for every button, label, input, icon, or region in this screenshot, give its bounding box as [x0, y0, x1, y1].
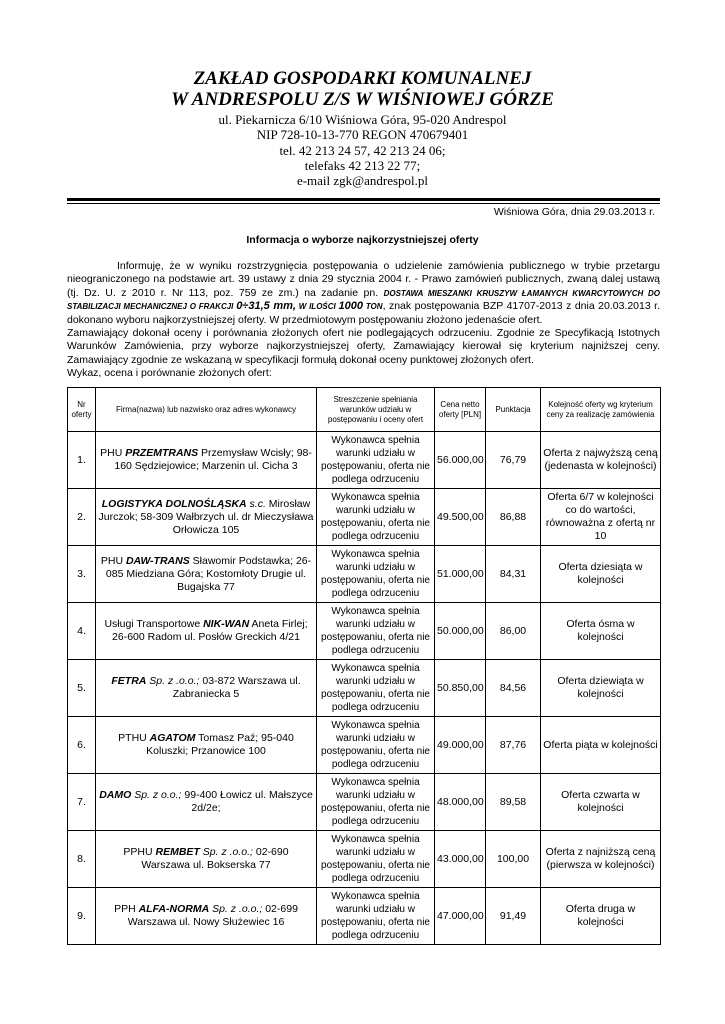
firm-suffix: s.c. [246, 497, 266, 510]
paragraph-text-end: , znak postępowania BZP 41707-2013 z dnia 20.03.2013 r. dokonano wyboru najkorzystniejszej oferty. W przedmiotowym postępowaniu złożono jedenaście ofert. [67, 300, 661, 326]
header-points: Punktacja [486, 388, 541, 432]
task-quantity-label: W ILOŚCI [295, 302, 339, 312]
firm-address: Sławomir Podstawka; 26-085 Miedziana Góra; Kostomłoty Drugie ul. Bugajska 77 [105, 554, 312, 593]
document-title: Informacja o wyborze najkorzystniejszej oferty [246, 234, 479, 246]
firm-address: 99-400 Łowicz ul. Małszyce 2d/2e; [181, 789, 313, 814]
offer-rank: Oferta piąta w kolejności [541, 717, 661, 774]
offer-summary: Wykonawca spełnia warunki udziału w postępowaniu, oferta nie podlega odrzuceniu [317, 831, 435, 888]
firm-suffix: Sp. z .o.o.; [209, 903, 263, 915]
offer-rank: Oferta dziesiąta w kolejności [541, 546, 661, 603]
offer-points: 76,79 [486, 432, 541, 489]
firm-name: DAMO [99, 789, 132, 801]
offer-points: 91,49 [486, 888, 541, 945]
table-header-row [68, 388, 661, 432]
header-rule-thick [67, 198, 660, 201]
company-name-line-2: W ANDRESPOLU Z/S W WIŚNIOWEJ GÓRZE [171, 89, 554, 110]
offer-summary: Wykonawca spełnia warunki udziału w postępowaniu, oferta nie podlega odrzuceniu [317, 546, 435, 603]
company-ids: NIP 728-10-13-770 REGON 470679401 [256, 127, 469, 142]
header-rank: Kolejność oferty wg kryterium ceny za realizację zamówienia [541, 388, 661, 432]
paragraph-list-intro: Wykaz, ocena i porównanie złożonych ofert: [67, 367, 272, 380]
firm-name: PRZEMTRANS [125, 447, 199, 459]
offer-firm [96, 660, 317, 717]
table-row [68, 603, 661, 660]
offer-price: 50.000,00 [435, 603, 486, 660]
header-rule-thin [67, 203, 660, 204]
offer-number: 5. [68, 660, 96, 717]
firm-suffix: Sp. z .o.o.; [199, 846, 253, 858]
offer-rank: Oferta 6/7 w kolejności co do wartości, równoważna z ofertą nr 10 [541, 489, 661, 546]
firm-name: ALFA-NORMA [138, 903, 210, 915]
offer-price: 43.000,00 [435, 831, 486, 888]
offer-firm [96, 774, 317, 831]
offer-summary: Wykonawca spełnia warunki udziału w postępowaniu, oferta nie podlega odrzuceniu [317, 489, 435, 546]
firm-name: NIK-WAN [203, 618, 250, 630]
offer-summary: Wykonawca spełnia warunki udziału w postępowaniu, oferta nie podlega odrzuceniu [317, 774, 435, 831]
firm-prefix: Usługi Transportowe [104, 618, 204, 630]
table-row [68, 546, 661, 603]
offer-price: 48.000,00 [435, 774, 486, 831]
paragraph-decision [67, 260, 660, 327]
firm-address: Aneta Firlej; 26-600 Radom ul. Posłów Greckich 4/21 [112, 618, 308, 643]
offer-price: 56.000,00 [435, 432, 486, 489]
offer-rank: Oferta ósma w kolejności [541, 603, 661, 660]
firm-prefix: PHU [100, 554, 126, 567]
task-unit: TON [363, 302, 383, 312]
firm-name: REMBET [155, 846, 200, 858]
firm-suffix: Sp. z o.o.; [131, 789, 182, 801]
firm-name: DAW-TRANS [125, 554, 190, 567]
offer-rank: Oferta z najniższą ceną (pierwsza w kolejności) [541, 831, 661, 888]
offer-price: 47.000,00 [435, 888, 486, 945]
firm-address: Tomasz Paź; 95-040 Koluszki; Przanowice 100 [146, 732, 294, 757]
offer-number: 4. [68, 603, 96, 660]
offer-price: 50.850,00 [435, 660, 486, 717]
offer-firm [96, 489, 317, 546]
offer-summary: Wykonawca spełnia warunki udziału w postępowaniu, oferta nie podlega odrzuceniu [317, 660, 435, 717]
document-date: Wiśniowa Góra, dnia 29.03.2013 r. [493, 206, 655, 218]
offer-rank: Oferta dziewiąta w kolejności [541, 660, 661, 717]
offer-price: 49.000,00 [435, 717, 486, 774]
firm-address: 02-699 Warszawa ul. Nowy Służewiec 16 [127, 903, 298, 928]
offer-rank: Oferta czwarta w kolejności [541, 774, 661, 831]
offer-points: 84,56 [486, 660, 541, 717]
company-email: e-mail zgk@andrespol.pl [296, 173, 429, 188]
offer-summary: Wykonawca spełnia warunki udziału w postępowaniu, oferta nie podlega odrzuceniu [317, 888, 435, 945]
table-row [68, 432, 661, 489]
paragraph-evaluation: Zamawiający dokonał oceny i porównania złożonych ofert nie podlegających odrzuceniu. Zgodnie ze Specyfikacją Istotnych Warunków Zamówienia, przy wyborze najkorzystniejszej oferty, Zamawiający kierował się kryterium najniższej ceny. Zamawiający zgodnie ze wskazaną w specyfikacji formułą dokonał oceny punktowej złożonych ofert. [67, 327, 660, 366]
offer-firm [96, 603, 317, 660]
table-row [68, 831, 661, 888]
table-row [68, 660, 661, 717]
offers-table [67, 387, 661, 945]
offer-firm [96, 546, 317, 603]
company-fax: telefaks 42 213 22 77; [304, 158, 421, 173]
offer-rank: Oferta druga w kolejności [541, 888, 661, 945]
firm-name: FETRA [111, 675, 147, 687]
table-row [68, 774, 661, 831]
offer-summary: Wykonawca spełnia warunki udziału w postępowaniu, oferta nie podlega odrzuceniu [317, 603, 435, 660]
header-summary: Streszczenie spełniania warunków udziału w postępowaniu i oceny ofert [317, 388, 435, 432]
offer-number: 2. [68, 489, 96, 546]
offer-firm [96, 831, 317, 888]
offer-number: 6. [68, 717, 96, 774]
offer-points: 100,00 [486, 831, 541, 888]
offer-points: 84,31 [486, 546, 541, 603]
task-quantity: 1000 [338, 300, 364, 313]
offer-number: 1. [68, 432, 96, 489]
table-row [68, 489, 661, 546]
firm-prefix: PPH [114, 903, 139, 915]
offer-points: 89,58 [486, 774, 541, 831]
offer-number: 9. [68, 888, 96, 945]
firm-prefix: PTHU [118, 732, 150, 744]
firm-prefix: PPHU [123, 846, 156, 858]
firm-suffix: Sp. z .o.o.; [146, 675, 200, 687]
offer-number: 7. [68, 774, 96, 831]
paragraph-text: Informuję, że w wyniku rozstrzygnięcia postępowania o udzielenie zamówienia publicznego w trybie przetargu nieograniczonego na podstawie art. 39 ustawy z dnia 29 stycznia 2004 r. - Prawo zamówień publicznych, zwaną dalej ustawą (tj. Dz. U. z 2010 r. Nr 113, poz. 759 ze zm.) na zadanie pn. [67, 260, 660, 299]
company-address: ul. Piekarnicza 6/10 Wiśniowa Góra, 95-020 Andrespol [218, 112, 507, 127]
offer-price: 51.000,00 [435, 546, 486, 603]
company-phone: tel. 42 213 24 57, 42 213 24 06; [279, 143, 446, 158]
offer-firm [96, 888, 317, 945]
firm-address: 03-872 Warszawa ul. Zabraniecka 5 [172, 675, 301, 700]
firm-name: LOGISTYKA DOLNOŚLĄSKA [101, 497, 247, 510]
offer-number: 3. [68, 546, 96, 603]
task-name: DOSTAWA MIESZANKI KRUSZYW ŁAMANYCH KWARCYTOWYCH DO STABILIZACJI MECHANICZNEJ O FRAKCJI [67, 288, 661, 312]
offer-points: 86,00 [486, 603, 541, 660]
header-firm: Firma(nazwa) lub nazwisko oraz adres wykonawcy [96, 388, 317, 432]
offer-rank: Oferta z najwyższą ceną (jedenasta w kolejności) [541, 432, 661, 489]
company-name-line-1: ZAKŁAD GOSPODARKI KOMUNALNEJ [193, 68, 532, 89]
document-body [67, 260, 660, 381]
firm-address: 02-690 Warszawa ul. Bokserska 77 [141, 846, 289, 871]
offer-points: 87,76 [486, 717, 541, 774]
table-row [68, 888, 661, 945]
firm-name: AGATOM [149, 732, 196, 744]
offer-summary: Wykonawca spełnia warunki udziału w postępowaniu, oferta nie podlega odrzuceniu [317, 432, 435, 489]
header-nr: Nr oferty [68, 388, 96, 432]
firm-address: Przemysław Wcisły; 98-160 Sędziejowice; Marzenin ul. Cicha 3 [114, 447, 312, 472]
firm-prefix: PHU [100, 447, 126, 459]
header-price: Cena netto oferty [PLN] [435, 388, 486, 432]
offer-points: 86,88 [486, 489, 541, 546]
offer-number: 8. [68, 831, 96, 888]
offer-firm [96, 717, 317, 774]
task-fraction: 0÷31,5 mm, [236, 300, 296, 313]
firm-address: Mirosław Jurczok; 58-309 Wałbrzych ul. dr Mieczysława Orłowicza 105 [98, 497, 314, 536]
table-row [68, 717, 661, 774]
offer-summary: Wykonawca spełnia warunki udziału w postępowaniu, oferta nie podlega odrzuceniu [317, 717, 435, 774]
offer-firm [96, 432, 317, 489]
offer-price: 49.500,00 [435, 489, 486, 546]
